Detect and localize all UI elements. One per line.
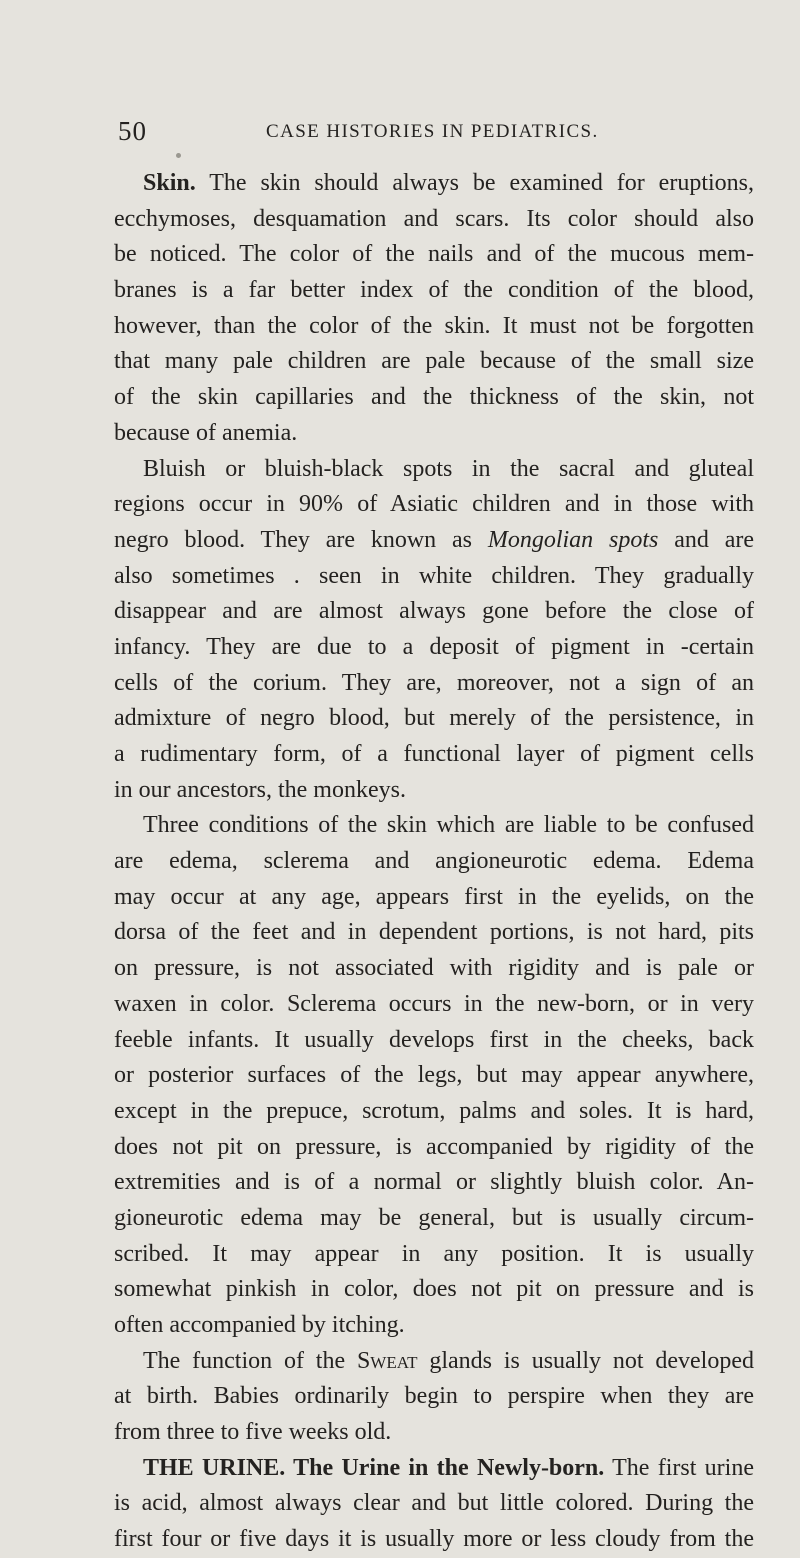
- text-line: The function of the Sweat glands is usually not developed: [143, 1347, 754, 1374]
- text-line: Skin. The skin should always be examined for eruptions,: [143, 170, 754, 196]
- text-line: Three conditions of the skin which are liable to be confused: [143, 812, 754, 839]
- text-line: that many pale children are pale because of the small size: [114, 348, 754, 375]
- page-number: 50: [118, 116, 147, 146]
- text-line: admixture of negro blood, but merely of the persistence, in: [114, 705, 754, 732]
- text-line: cells of the corium. They are, moreover, not a sign of an: [114, 669, 754, 696]
- section-heading-urine: THE URINE. The Urine in the Newly-born.: [143, 1454, 605, 1481]
- text-line: waxen in color. Sclerema occurs in the new-born, or in very: [114, 990, 754, 1017]
- text-line: ecchymoses, desquamation and scars. Its color should also: [114, 205, 754, 232]
- text-line: regions occur in 90% of Asiatic children and in those with: [114, 491, 754, 518]
- text-line: in our ancestors, the monkeys.: [114, 776, 406, 803]
- text-line: may occur at any age, appears first in the eyelids, on the: [114, 883, 754, 910]
- text-line: be noticed. The color of the nails and of the mucous mem-: [114, 241, 754, 268]
- ink-speck: [176, 153, 181, 158]
- text-line: is acid, almost always clear and but little colored. During the: [114, 1490, 754, 1517]
- text-line: however, than the color of the skin. It must not be forgotten: [114, 312, 754, 339]
- text-line: except in the prepuce, scrotum, palms and soles. It is hard,: [114, 1097, 754, 1124]
- section-heading-skin: Skin.: [143, 170, 196, 196]
- text-line: on pressure, is not associated with rigidity and is pale or: [114, 955, 754, 982]
- text-line: or posterior surfaces of the legs, but may appear anywhere,: [114, 1062, 754, 1089]
- text-line: because of anemia.: [114, 419, 298, 446]
- text-line: of the skin capillaries and the thickness of the skin, not: [114, 384, 754, 411]
- small-caps-term: Sweat: [356, 1347, 418, 1374]
- text-line: gioneurotic edema may be general, but is usually circum-: [114, 1204, 754, 1231]
- running-title: CASE HISTORIES IN PEDIATRICS.: [266, 121, 599, 142]
- text-line: scribed. It may appear in any position. It is usually: [114, 1240, 754, 1267]
- text-line: from three to five weeks old.: [114, 1419, 392, 1446]
- text-line: THE URINE. The Urine in the Newly-born. The first urine: [143, 1454, 754, 1481]
- text-line: Bluish or bluish-black spots in the sacral and gluteal: [143, 455, 754, 482]
- text-line: does not pit on pressure, is accompanied by rigidity of the: [114, 1133, 754, 1160]
- text-line: branes is a far better index of the condition of the blood,: [114, 277, 754, 304]
- italic-term: Mongolian spots: [487, 526, 659, 553]
- text-line: somewhat pinkish in color, does not pit on pressure and is: [114, 1276, 754, 1303]
- text-line: at birth. Babies ordinarily begin to perspire when they are: [114, 1383, 754, 1410]
- text-line: are edema, sclerema and angioneurotic edema. Edema: [114, 848, 754, 875]
- text-line: extremities and is of a normal or slightly bluish color. An-: [114, 1169, 754, 1196]
- text-line: infancy. They are due to a deposit of pigment in -certain: [114, 633, 754, 660]
- text-line: negro blood. They are known as Mongolian spots and are: [114, 526, 754, 553]
- text-line: first four or five days it is usually more or less cloudy from the: [114, 1526, 754, 1553]
- text-line: a rudimentary form, of a functional layer of pigment cells: [114, 741, 754, 767]
- text-line: also sometimes . seen in white children. They gradually: [114, 562, 754, 589]
- body-text: [114, 166, 754, 1558]
- text-line: disappear and are almost always gone before the close of: [114, 598, 754, 625]
- text-line: feeble infants. It usually develops first in the cheeks, back: [114, 1026, 754, 1053]
- text-line: dorsa of the feet and in dependent portions, is not hard, pits: [114, 919, 754, 946]
- text-line: often accompanied by itching.: [114, 1312, 405, 1338]
- page-header: [118, 113, 718, 153]
